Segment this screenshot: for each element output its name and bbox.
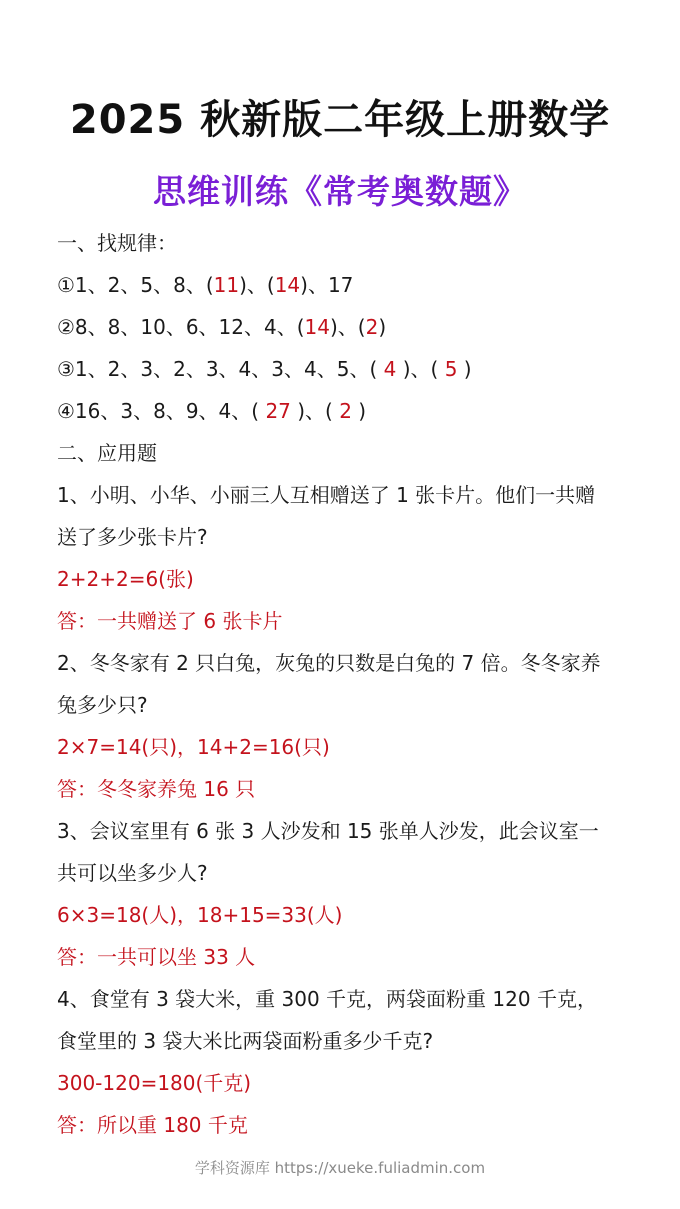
pattern-answer-1: 11 [213, 273, 240, 297]
pattern-separator: )、( [396, 357, 445, 381]
pattern-row-3 [57, 355, 647, 383]
problem-1-answer: 答：一共赠送了 6 张卡片 [57, 609, 283, 633]
pattern-sequence: ④16、3、8、9、4、( [57, 399, 266, 423]
pattern-tail: )、17 [300, 273, 354, 297]
footer-source-link[interactable]: 学科资源库 https://xueke.fuliadmin.com [194, 1159, 486, 1177]
problem-2-question-line-1: 2、冬冬家有 2 只白兔，灰兔的只数是白兔的 7 倍。冬冬家养 [57, 651, 601, 675]
pattern-answer-1: 4 [383, 357, 397, 381]
pattern-sequence: ③1、2、3、2、3、4、3、4、5、( [57, 357, 384, 381]
pattern-sequence: ②8、8、10、6、12、4、( [57, 315, 305, 339]
problem-2-question-line-2: 兔多少只? [57, 693, 148, 717]
problem-1-question-line-1: 1、小明、小华、小丽三人互相赠送了 1 张卡片。他们一共赠 [57, 483, 596, 507]
problem-3-calculation: 6×3=18(人)，18+15=33(人) [57, 903, 343, 927]
pattern-answer-2: 2 [365, 315, 379, 339]
problem-3-answer: 答：一共可以坐 33 人 [57, 945, 256, 969]
pattern-answer-2: 2 [339, 399, 352, 423]
page-subtitle: 思维训练《常考奥数题》 [153, 172, 527, 211]
section1-heading: 一、找规律： [57, 231, 177, 255]
pattern-sequence: ①1、2、5、8、( [57, 273, 214, 297]
pattern-separator: )、( [239, 273, 275, 297]
problem-2-calculation: 2×7=14(只)，14+2=16(只) [57, 735, 330, 759]
page-title: 2025 秋新版二年级上册数学 [69, 97, 611, 143]
problem-1-calculation: 2+2+2=6(张) [57, 567, 194, 591]
pattern-tail: ) [457, 357, 472, 381]
pattern-answer-2: 14 [274, 273, 301, 297]
pattern-row-1 [57, 271, 647, 299]
problem-3-question-line-1: 3、会议室里有 6 张 3 人沙发和 15 张单人沙发，此会议室一 [57, 819, 599, 843]
pattern-row-4 [57, 397, 647, 425]
problem-4-question-line-2: 食堂里的 3 袋大米比两袋面粉重多少千克? [57, 1029, 434, 1053]
problem-4-question-line-1: 4、食堂有 3 袋大米，重 300 千克，两袋面粉重 120 千克， [57, 987, 597, 1011]
pattern-tail: ) [378, 315, 387, 339]
problem-4-calculation: 300-120=180(千克) [57, 1071, 252, 1095]
problem-1-question-line-2: 送了多少张卡片? [57, 525, 208, 549]
problem-2-answer: 答：冬冬家养兔 16 只 [57, 777, 256, 801]
pattern-answer-1: 27 [265, 399, 291, 423]
pattern-separator: )、( [329, 315, 366, 339]
problem-4-answer: 答：所以重 180 千克 [57, 1113, 248, 1137]
pattern-answer-1: 14 [304, 315, 330, 339]
problem-3-question-line-2: 共可以坐多少人? [57, 861, 208, 885]
pattern-tail: ) [351, 399, 367, 423]
pattern-answer-2: 5 [444, 357, 458, 381]
pattern-row-2 [57, 313, 647, 341]
pattern-separator: )、( [290, 399, 340, 423]
section2-heading: 二、应用题 [57, 441, 157, 465]
